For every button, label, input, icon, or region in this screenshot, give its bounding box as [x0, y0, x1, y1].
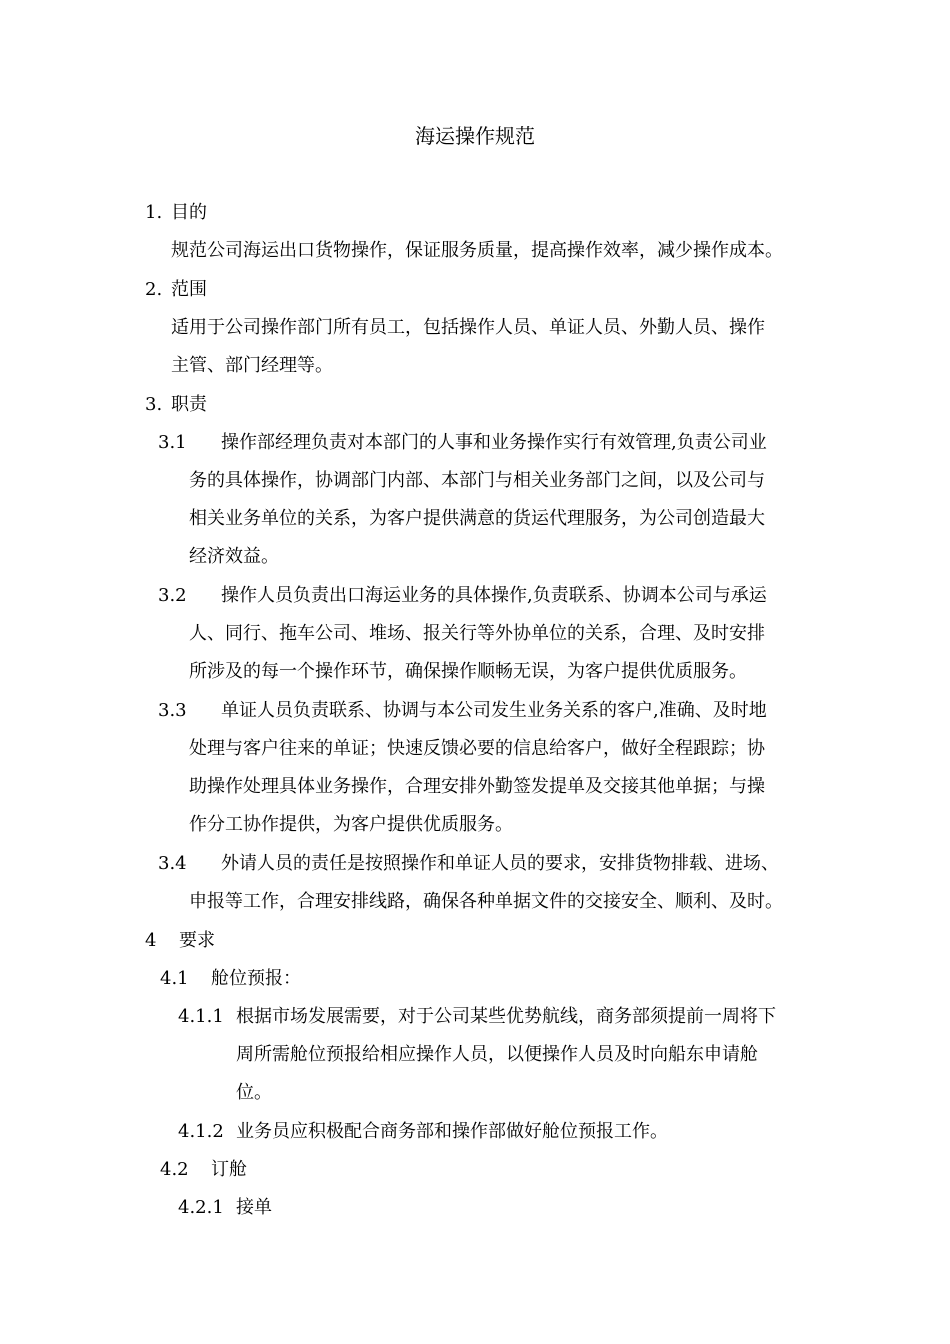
item-3-1-line: 经济效益。: [189, 546, 279, 567]
item-3-1-line: 务的具体操作，协调部门内部、本部门与相关业务部门之间，以及公司与: [189, 470, 765, 491]
item-3-3-line: 处理与客户往来的单证；快速反馈必要的信息给客户，做好全程跟踪；协: [189, 738, 765, 759]
item-3-2-line: 人、同行、拖车公司、堆场、报关行等外协单位的关系，合理、及时安排: [189, 623, 765, 644]
item-3-4-line: 外请人员的责任是按照操作和单证人员的要求，安排货物排载、进场、: [221, 853, 779, 874]
item-4-1-heading: 舱位预报：: [211, 968, 301, 989]
section-4-number: 4: [145, 930, 157, 951]
item-3-3-number: 3.3: [158, 700, 187, 721]
item-3-2-number: 3.2: [158, 585, 187, 606]
item-3-4-number: 3.4: [158, 853, 187, 874]
section-1-heading: 目的: [171, 202, 207, 223]
section-3-number: 3.: [145, 394, 163, 415]
item-4-2-1-text: 接单: [236, 1197, 272, 1218]
item-3-3-line: 助操作处理具体业务操作，合理安排外勤签发提单及交接其他单据；与操: [189, 776, 765, 797]
section-2-number: 2.: [145, 279, 163, 300]
item-4-1-1-line: 位。: [236, 1082, 272, 1103]
item-3-1-number: 3.1: [158, 432, 187, 453]
section-1-number: 1.: [145, 202, 163, 223]
section-2-heading: 范围: [171, 279, 207, 300]
item-4-1-1-number: 4.1.1: [178, 1006, 224, 1027]
section-2-body-line: 主管、部门经理等。: [171, 355, 333, 376]
item-4-1-1-line: 根据市场发展需要，对于公司某些优势航线，商务部须提前一周将下: [236, 1006, 776, 1027]
item-4-1-1-line: 周所需舱位预报给相应操作人员，以便操作人员及时向船东申请舱: [236, 1044, 758, 1065]
section-3-heading: 职责: [171, 394, 207, 415]
item-3-2-line: 所涉及的每一个操作环节，确保操作顺畅无误，为客户提供优质服务。: [189, 661, 747, 682]
item-3-4-line: 申报等工作，合理安排线路，确保各种单据文件的交接安全、顺利、及时。: [189, 891, 783, 912]
item-3-1-line: 相关业务单位的关系，为客户提供满意的货运代理服务，为公司创造最大: [189, 508, 765, 529]
item-4-1-2-number: 4.1.2: [178, 1121, 224, 1142]
page-title: 海运操作规范: [415, 124, 535, 148]
item-4-1-number: 4.1: [160, 968, 189, 989]
item-3-2-line: 操作人员负责出口海运业务的具体操作,负责联系、协调本公司与承运: [221, 585, 767, 606]
section-2-body-line: 适用于公司操作部门所有员工，包括操作人员、单证人员、外勤人员、操作: [171, 317, 765, 338]
item-3-3-line: 单证人员负责联系、协调与本公司发生业务关系的客户,准确、及时地: [221, 700, 767, 721]
item-4-2-number: 4.2: [160, 1159, 189, 1180]
section-4-heading: 要求: [179, 930, 215, 951]
section-1-body: 规范公司海运出口货物操作，保证服务质量，提高操作效率，减少操作成本。: [171, 240, 783, 261]
item-4-2-heading: 订舱: [211, 1159, 247, 1180]
item-4-2-1-number: 4.2.1: [178, 1197, 224, 1218]
item-3-1-line: 操作部经理负责对本部门的人事和业务操作实行有效管理,负责公司业: [221, 432, 767, 453]
item-3-3-line: 作分工协作提供，为客户提供优质服务。: [189, 814, 513, 835]
item-4-1-2-text: 业务员应积极配合商务部和操作部做好舱位预报工作。: [236, 1121, 668, 1142]
